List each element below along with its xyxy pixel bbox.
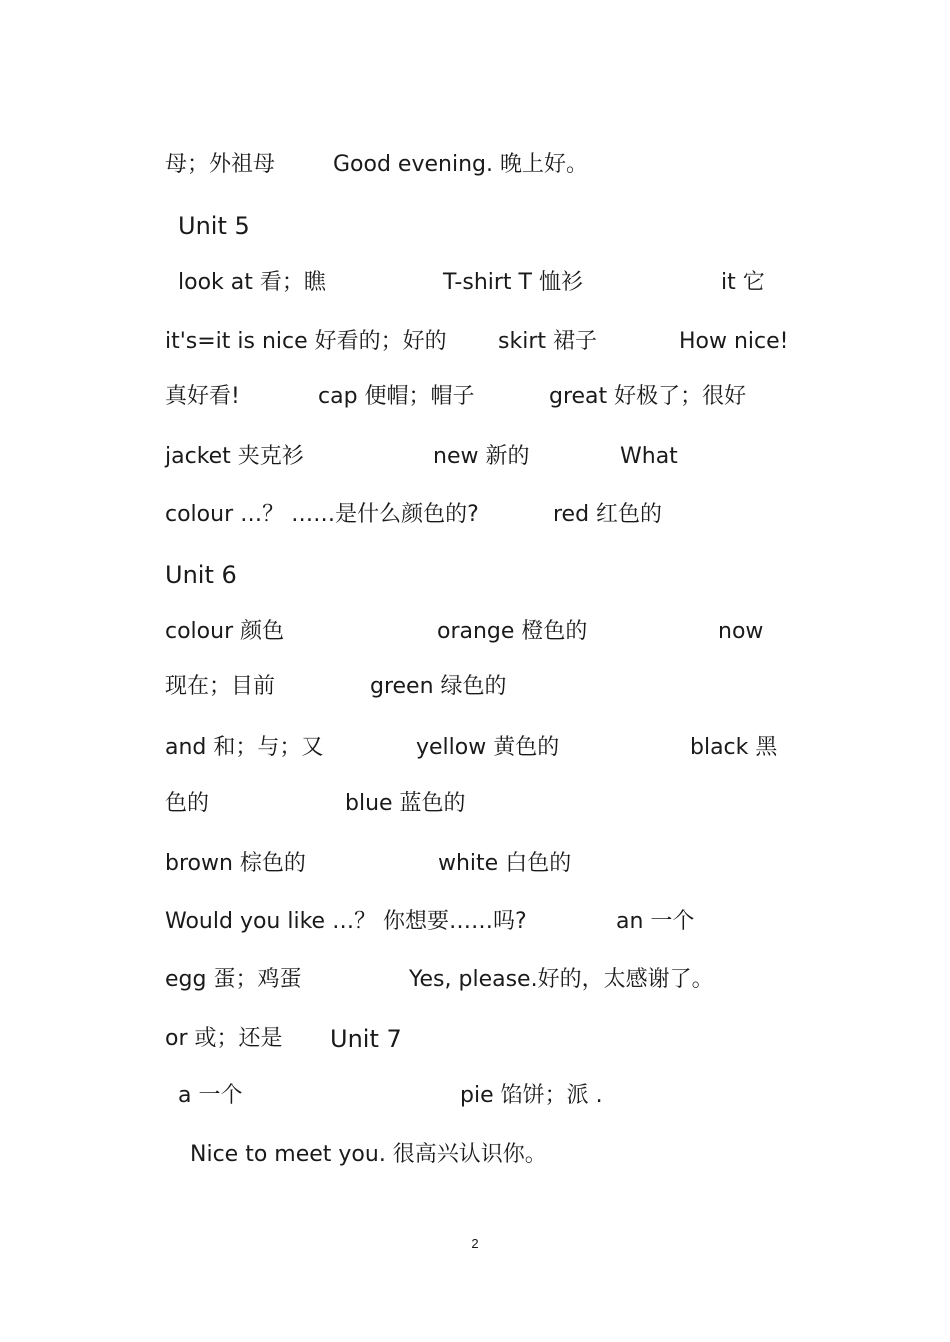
vocab-entry: it's=it is nice 好看的；好的 [165,329,447,354]
vocab-entry: egg 蛋；鸡蛋 [165,967,302,992]
vocab-entry: great 好极了；很好 [549,384,747,409]
vocab-entry: jacket 夹克衫 [165,444,304,469]
vocab-entry: an 一个 [616,909,695,934]
vocab-entry: it 它 [721,270,765,295]
vocab-entry: yellow 黄色的 [416,735,560,760]
vocab-entry: a 一个 [178,1083,243,1108]
vocab-entry: colour 颜色 [165,619,285,644]
vocab-entry: new 新的 [433,444,530,469]
unit-title: Unit 5 [178,212,250,240]
vocab-entry: orange 橙色的 [437,619,588,644]
vocab-entry: Would you like …？ 你想要……吗? [165,909,527,934]
vocab-entry: Nice to meet you. 很高兴认识你。 [190,1142,547,1167]
vocab-entry: 母；外祖母 [165,152,276,177]
vocab-entry: How nice! [679,329,789,354]
vocab-entry: blue 蓝色的 [345,791,466,816]
vocab-entry: red 红色的 [553,502,663,527]
vocab-entry: green 绿色的 [370,674,507,699]
vocab-entry: 现在；目前 [165,674,276,699]
vocab-entry: white 白色的 [438,851,572,876]
vocab-entry: Good evening. 晚上好。 [333,152,588,177]
vocab-entry: brown 棕色的 [165,851,306,876]
vocab-entry: colour …？ ……是什么颜色的? [165,502,479,527]
page-number: 2 [471,1236,479,1251]
vocab-entry: look at 看；瞧 [178,270,326,295]
vocab-entry: now [718,619,764,644]
vocab-entry: and 和；与；又 [165,735,324,760]
vocab-entry: What [620,444,678,469]
vocab-entry: black 黑 [690,735,778,760]
vocab-entry: pie 馅饼；派 . [460,1083,603,1108]
vocab-entry: skirt 裙子 [498,329,597,354]
vocab-entry: 色的 [165,791,210,816]
vocab-entry: Yes, please.好的，太感谢了。 [409,967,714,992]
vocab-entry: T-shirt T 恤衫 [443,270,583,295]
vocab-entry: cap 便帽；帽子 [318,384,475,409]
unit-title: Unit 7 [330,1025,402,1053]
vocab-entry: 真好看! [165,384,240,409]
unit-title: Unit 6 [165,561,237,589]
vocab-entry: or 或；还是 [165,1026,283,1051]
